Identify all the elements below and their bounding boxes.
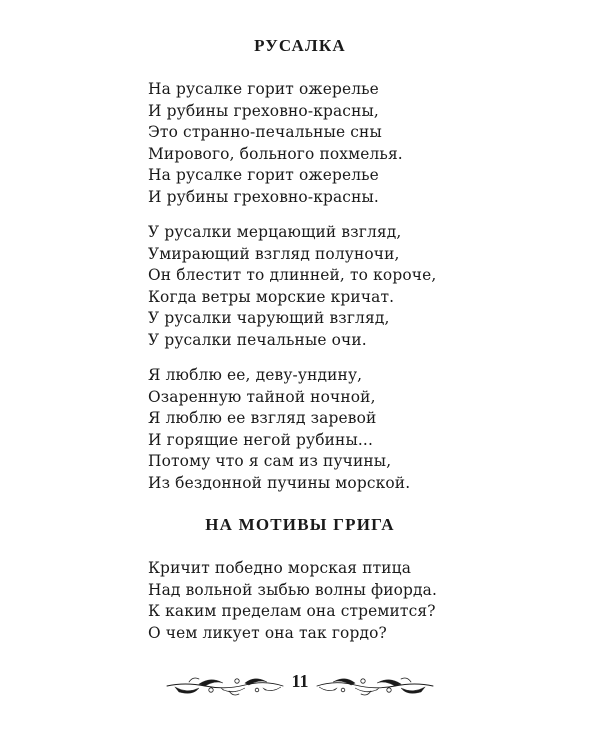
verse-line: Мирового, больного похмелья.: [148, 144, 403, 163]
stanza-3: [148, 365, 410, 494]
verse-line: Умирающий взгляд полуночи,: [148, 244, 400, 263]
verse-line: О чем ликует она так гордо?: [148, 623, 387, 642]
stanza-1: [148, 79, 403, 208]
verse-line: У русалки мерцающий взгляд,: [148, 223, 402, 241]
verse-line: У русалки печальные очи.: [148, 330, 367, 349]
verse-line: И рубины греховно-красны,: [148, 101, 379, 120]
verse-line: На русалке горит ожерелье: [148, 80, 379, 98]
right-flourish-icon: [315, 670, 435, 700]
poem-title-rusalka: РУСАЛКА: [254, 36, 346, 55]
verse-line: У русалки чарующий взгляд,: [148, 309, 390, 327]
verse-line: Я люблю ее, деву-ундину,: [148, 366, 363, 384]
verse-line: Озаренную тайной ночной,: [148, 387, 376, 406]
verse-line: Потому что я сам из пучины,: [148, 452, 392, 470]
verse-line: Из бездонной пучины морской.: [148, 473, 411, 492]
verse-line: К каким пределам она стремится?: [148, 602, 436, 620]
verse-line: Кричит победно морская птица: [148, 559, 412, 577]
page-number: 11: [291, 671, 309, 691]
verse-line: На русалке горит ожерелье: [148, 166, 379, 184]
verse-line: И рубины греховно-красны.: [148, 187, 379, 206]
verse-line: Это странно-печальные сны: [148, 123, 382, 141]
stanza-2: [148, 222, 436, 351]
poem-title-na-motivy-griga: НА МОТИВЫ ГРИГА: [205, 515, 395, 534]
verse-line: Над вольной зыбью волны фиорда.: [148, 580, 438, 599]
verse-line: И горящие негой рубины...: [148, 430, 373, 449]
verse-line: Я люблю ее взгляд заревой: [148, 409, 377, 427]
verse-line: Когда ветры морские кричат.: [148, 287, 395, 306]
verse-line: Он блестит то длинней, то короче,: [148, 266, 437, 284]
stanza-grieg-1: [148, 558, 437, 644]
page-footer: [0, 668, 600, 704]
left-flourish-icon: [165, 670, 285, 700]
